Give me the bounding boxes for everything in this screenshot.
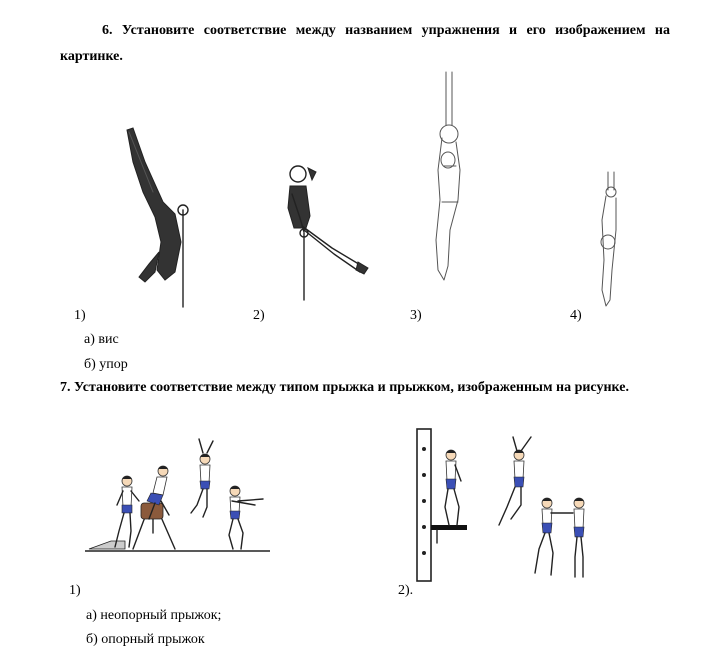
option-a: а) вис — [84, 332, 119, 347]
jump-figure-1 — [85, 415, 275, 555]
exercise-figure-3 — [420, 70, 480, 285]
question-6-title: 6. Установите соответствие между названием упражнения и его изображением на картинке. — [60, 23, 670, 64]
exercise-figure-4 — [592, 170, 632, 310]
jump-option-b: б) опорный прыжок — [86, 632, 205, 647]
jump-option-a: а) неопорный прыжок; — [86, 608, 222, 623]
question-7-title: 7. Установите соответствие между типом прыжка и прыжком, изображенным на рисунке. — [60, 380, 629, 395]
figure-number-4: 4) — [570, 308, 582, 323]
figure-number-2: 2) — [253, 308, 265, 323]
jump-number-1: 1) — [69, 583, 81, 598]
jump-number-2: 2). — [398, 583, 414, 598]
jump-figure-2 — [415, 425, 605, 585]
option-b: б) упор — [84, 357, 128, 372]
figure-number-3: 3) — [410, 308, 422, 323]
figure-number-1: 1) — [74, 308, 86, 323]
exercise-figure-2 — [272, 158, 382, 308]
exercise-figure-1 — [115, 122, 225, 312]
